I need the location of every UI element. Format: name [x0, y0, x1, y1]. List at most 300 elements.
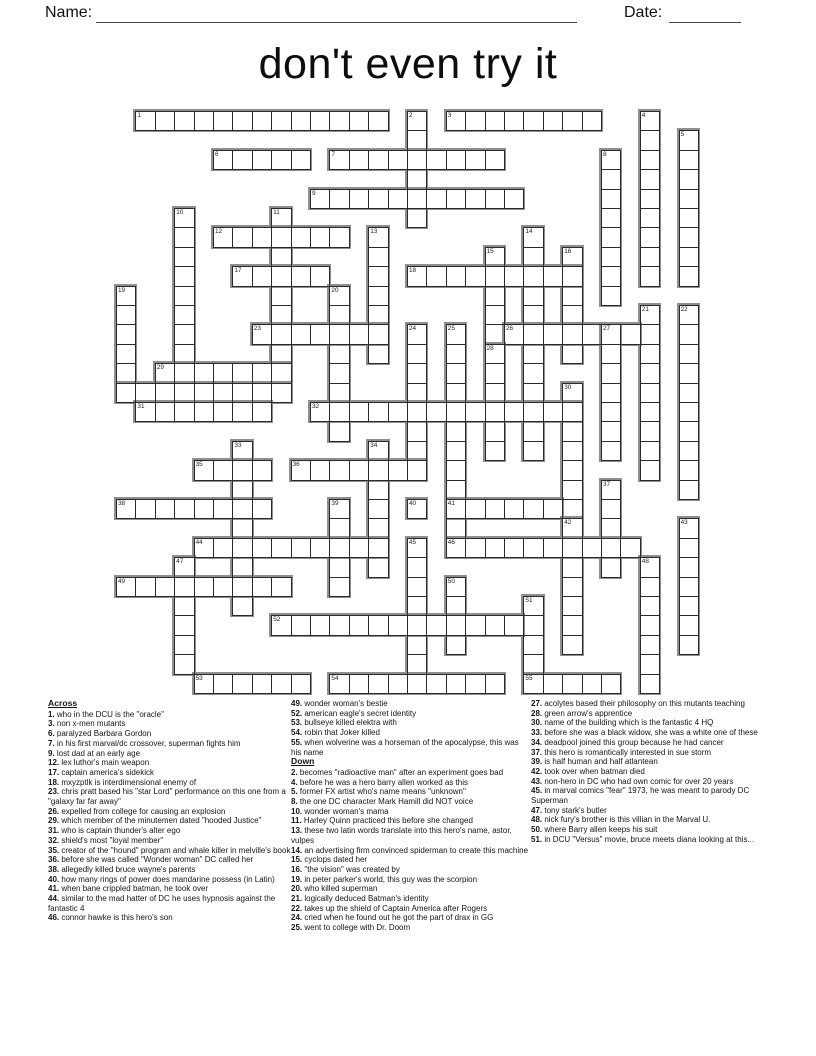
grid-cell[interactable]: [562, 460, 582, 480]
grid-cell[interactable]: [446, 421, 466, 441]
grid-cell[interactable]: [640, 324, 660, 344]
grid-cell[interactable]: [329, 577, 349, 597]
grid-cell[interactable]: [368, 538, 388, 558]
grid-cell[interactable]: [426, 150, 446, 170]
grid-cell[interactable]: [446, 460, 466, 480]
grid-cell[interactable]: [601, 324, 621, 344]
grid-cell[interactable]: [679, 615, 699, 635]
grid-cell[interactable]: [213, 538, 233, 558]
grid-cell[interactable]: [465, 615, 485, 635]
grid-cell[interactable]: [213, 227, 233, 247]
grid-cell[interactable]: [194, 111, 214, 131]
grid-cell[interactable]: [446, 266, 466, 286]
grid-cell[interactable]: [310, 189, 330, 209]
grid-cell[interactable]: [194, 363, 214, 383]
grid-cell[interactable]: [640, 460, 660, 480]
grid-cell[interactable]: [679, 208, 699, 228]
grid-cell[interactable]: [485, 363, 505, 383]
grid-cell[interactable]: [388, 674, 408, 694]
grid-cell[interactable]: [232, 227, 252, 247]
grid-cell[interactable]: [213, 111, 233, 131]
grid-cell[interactable]: [582, 674, 602, 694]
grid-cell[interactable]: [329, 460, 349, 480]
grid-cell[interactable]: [174, 227, 194, 247]
grid-cell[interactable]: [213, 499, 233, 519]
grid-cell[interactable]: [174, 402, 194, 422]
grid-cell[interactable]: [640, 383, 660, 403]
grid-cell[interactable]: [407, 557, 427, 577]
grid-cell[interactable]: [271, 363, 291, 383]
grid-cell[interactable]: [562, 344, 582, 364]
grid-cell[interactable]: [329, 227, 349, 247]
grid-cell[interactable]: [310, 227, 330, 247]
grid-cell[interactable]: [679, 247, 699, 267]
grid-cell[interactable]: [174, 266, 194, 286]
grid-cell[interactable]: [174, 344, 194, 364]
grid-cell[interactable]: [446, 344, 466, 364]
grid-cell[interactable]: [329, 615, 349, 635]
grid-cell[interactable]: [465, 499, 485, 519]
grid-cell[interactable]: [407, 635, 427, 655]
grid-cell[interactable]: [135, 383, 155, 403]
grid-cell[interactable]: [368, 480, 388, 500]
grid-cell[interactable]: [329, 344, 349, 364]
grid-cell[interactable]: [426, 674, 446, 694]
grid-cell[interactable]: [601, 189, 621, 209]
grid-cell[interactable]: [601, 208, 621, 228]
grid-cell[interactable]: [446, 615, 466, 635]
grid-cell[interactable]: [388, 460, 408, 480]
grid-cell[interactable]: [407, 615, 427, 635]
grid-cell[interactable]: [562, 480, 582, 500]
grid-cell[interactable]: [349, 189, 369, 209]
grid-cell[interactable]: [329, 402, 349, 422]
grid-cell[interactable]: [388, 150, 408, 170]
grid-cell[interactable]: [271, 324, 291, 344]
grid-cell[interactable]: [116, 577, 136, 597]
grid-cell[interactable]: [368, 227, 388, 247]
grid-cell[interactable]: [679, 169, 699, 189]
grid-cell[interactable]: [640, 577, 660, 597]
grid-cell[interactable]: [329, 557, 349, 577]
grid-cell[interactable]: [155, 383, 175, 403]
grid-cell[interactable]: [194, 674, 214, 694]
grid-cell[interactable]: [368, 460, 388, 480]
grid-cell[interactable]: [446, 635, 466, 655]
grid-cell[interactable]: [368, 499, 388, 519]
grid-cell[interactable]: [174, 111, 194, 131]
grid-cell[interactable]: [368, 266, 388, 286]
grid-cell[interactable]: [291, 674, 311, 694]
grid-cell[interactable]: [523, 421, 543, 441]
grid-cell[interactable]: [601, 150, 621, 170]
grid-cell[interactable]: [523, 247, 543, 267]
grid-cell[interactable]: [640, 150, 660, 170]
grid-cell[interactable]: [271, 247, 291, 267]
grid-cell[interactable]: [485, 189, 505, 209]
grid-cell[interactable]: [407, 363, 427, 383]
grid-cell[interactable]: [388, 402, 408, 422]
grid-cell[interactable]: [271, 227, 291, 247]
grid-cell[interactable]: [562, 305, 582, 325]
grid-cell[interactable]: [640, 169, 660, 189]
grid-cell[interactable]: [679, 402, 699, 422]
grid-cell[interactable]: [252, 460, 272, 480]
grid-cell[interactable]: [523, 344, 543, 364]
grid-cell[interactable]: [271, 674, 291, 694]
grid-cell[interactable]: [485, 247, 505, 267]
grid-cell[interactable]: [194, 402, 214, 422]
grid-cell[interactable]: [504, 324, 524, 344]
grid-cell[interactable]: [174, 499, 194, 519]
grid-cell[interactable]: [446, 383, 466, 403]
grid-cell[interactable]: [426, 615, 446, 635]
grid-cell[interactable]: [232, 383, 252, 403]
grid-cell[interactable]: [213, 402, 233, 422]
grid-cell[interactable]: [485, 324, 505, 344]
grid-cell[interactable]: [368, 344, 388, 364]
grid-cell[interactable]: [252, 150, 272, 170]
grid-cell[interactable]: [679, 383, 699, 403]
grid-cell[interactable]: [232, 480, 252, 500]
grid-cell[interactable]: [504, 189, 524, 209]
grid-cell[interactable]: [329, 189, 349, 209]
grid-cell[interactable]: [465, 189, 485, 209]
grid-cell[interactable]: [640, 130, 660, 150]
grid-cell[interactable]: [310, 460, 330, 480]
grid-cell[interactable]: [329, 538, 349, 558]
grid-cell[interactable]: [135, 111, 155, 131]
grid-cell[interactable]: [252, 227, 272, 247]
grid-cell[interactable]: [329, 363, 349, 383]
grid-cell[interactable]: [135, 577, 155, 597]
grid-cell[interactable]: [465, 111, 485, 131]
grid-cell[interactable]: [329, 674, 349, 694]
grid-cell[interactable]: [368, 150, 388, 170]
grid-cell[interactable]: [349, 615, 369, 635]
grid-cell[interactable]: [368, 189, 388, 209]
grid-cell[interactable]: [679, 480, 699, 500]
grid-cell[interactable]: [368, 674, 388, 694]
grid-cell[interactable]: [562, 557, 582, 577]
grid-cell[interactable]: [407, 208, 427, 228]
grid-cell[interactable]: [271, 344, 291, 364]
grid-cell[interactable]: [271, 266, 291, 286]
grid-cell[interactable]: [601, 480, 621, 500]
grid-cell[interactable]: [174, 324, 194, 344]
grid-cell[interactable]: [601, 344, 621, 364]
grid-cell[interactable]: [679, 324, 699, 344]
grid-cell[interactable]: [329, 286, 349, 306]
grid-cell[interactable]: [174, 577, 194, 597]
grid-cell[interactable]: [601, 227, 621, 247]
grid-cell[interactable]: [562, 247, 582, 267]
grid-cell[interactable]: [252, 674, 272, 694]
grid-cell[interactable]: [679, 130, 699, 150]
grid-cell[interactable]: [523, 635, 543, 655]
grid-cell[interactable]: [116, 363, 136, 383]
grid-cell[interactable]: [523, 615, 543, 635]
grid-cell[interactable]: [679, 421, 699, 441]
date-input-line[interactable]: [669, 4, 741, 23]
grid-cell[interactable]: [465, 402, 485, 422]
grid-cell[interactable]: [679, 363, 699, 383]
grid-cell[interactable]: [349, 538, 369, 558]
grid-cell[interactable]: [329, 518, 349, 538]
grid-cell[interactable]: [601, 286, 621, 306]
grid-cell[interactable]: [523, 538, 543, 558]
grid-cell[interactable]: [407, 150, 427, 170]
grid-cell[interactable]: [679, 518, 699, 538]
grid-cell[interactable]: [426, 402, 446, 422]
grid-cell[interactable]: [368, 247, 388, 267]
grid-cell[interactable]: [271, 111, 291, 131]
grid-cell[interactable]: [349, 150, 369, 170]
grid-cell[interactable]: [523, 324, 543, 344]
grid-cell[interactable]: [174, 208, 194, 228]
grid-cell[interactable]: [368, 518, 388, 538]
grid-cell[interactable]: [485, 441, 505, 461]
grid-cell[interactable]: [407, 596, 427, 616]
grid-cell[interactable]: [485, 499, 505, 519]
grid-cell[interactable]: [640, 654, 660, 674]
grid-cell[interactable]: [446, 150, 466, 170]
grid-cell[interactable]: [562, 383, 582, 403]
grid-cell[interactable]: [562, 538, 582, 558]
grid-cell[interactable]: [465, 538, 485, 558]
grid-cell[interactable]: [601, 499, 621, 519]
grid-cell[interactable]: [232, 577, 252, 597]
grid-cell[interactable]: [349, 674, 369, 694]
grid-cell[interactable]: [271, 150, 291, 170]
grid-cell[interactable]: [543, 499, 563, 519]
grid-cell[interactable]: [679, 344, 699, 364]
grid-cell[interactable]: [407, 383, 427, 403]
grid-cell[interactable]: [601, 674, 621, 694]
grid-cell[interactable]: [523, 383, 543, 403]
grid-cell[interactable]: [426, 189, 446, 209]
grid-cell[interactable]: [679, 189, 699, 209]
grid-cell[interactable]: [329, 499, 349, 519]
grid-cell[interactable]: [620, 538, 640, 558]
grid-cell[interactable]: [213, 383, 233, 403]
grid-cell[interactable]: [194, 383, 214, 403]
grid-cell[interactable]: [640, 615, 660, 635]
grid-cell[interactable]: [407, 189, 427, 209]
grid-cell[interactable]: [523, 499, 543, 519]
grid-cell[interactable]: [485, 402, 505, 422]
grid-cell[interactable]: [116, 286, 136, 306]
grid-cell[interactable]: [407, 266, 427, 286]
grid-cell[interactable]: [640, 674, 660, 694]
grid-cell[interactable]: [485, 111, 505, 131]
grid-cell[interactable]: [523, 305, 543, 325]
grid-cell[interactable]: [582, 538, 602, 558]
grid-cell[interactable]: [116, 499, 136, 519]
grid-cell[interactable]: [368, 324, 388, 344]
grid-cell[interactable]: [523, 441, 543, 461]
grid-cell[interactable]: [446, 518, 466, 538]
grid-cell[interactable]: [407, 169, 427, 189]
grid-cell[interactable]: [543, 674, 563, 694]
grid-cell[interactable]: [368, 441, 388, 461]
grid-cell[interactable]: [562, 441, 582, 461]
grid-cell[interactable]: [310, 266, 330, 286]
grid-cell[interactable]: [562, 674, 582, 694]
grid-cell[interactable]: [640, 227, 660, 247]
grid-cell[interactable]: [504, 499, 524, 519]
grid-cell[interactable]: [640, 635, 660, 655]
grid-cell[interactable]: [446, 402, 466, 422]
grid-cell[interactable]: [329, 324, 349, 344]
grid-cell[interactable]: [446, 596, 466, 616]
grid-cell[interactable]: [232, 111, 252, 131]
grid-cell[interactable]: [485, 421, 505, 441]
grid-cell[interactable]: [232, 557, 252, 577]
grid-cell[interactable]: [640, 363, 660, 383]
grid-cell[interactable]: [368, 286, 388, 306]
grid-cell[interactable]: [116, 383, 136, 403]
grid-cell[interactable]: [271, 538, 291, 558]
grid-cell[interactable]: [135, 499, 155, 519]
grid-cell[interactable]: [310, 324, 330, 344]
grid-cell[interactable]: [194, 577, 214, 597]
grid-cell[interactable]: [601, 383, 621, 403]
grid-cell[interactable]: [601, 557, 621, 577]
grid-cell[interactable]: [523, 596, 543, 616]
grid-cell[interactable]: [504, 111, 524, 131]
grid-cell[interactable]: [174, 635, 194, 655]
grid-cell[interactable]: [291, 227, 311, 247]
grid-cell[interactable]: [601, 247, 621, 267]
grid-cell[interactable]: [485, 674, 505, 694]
grid-cell[interactable]: [407, 402, 427, 422]
grid-cell[interactable]: [504, 538, 524, 558]
grid-cell[interactable]: [426, 266, 446, 286]
grid-cell[interactable]: [252, 363, 272, 383]
grid-cell[interactable]: [620, 324, 640, 344]
grid-cell[interactable]: [640, 111, 660, 131]
grid-cell[interactable]: [582, 111, 602, 131]
grid-cell[interactable]: [485, 538, 505, 558]
grid-cell[interactable]: [562, 577, 582, 597]
grid-cell[interactable]: [329, 383, 349, 403]
grid-cell[interactable]: [388, 615, 408, 635]
grid-cell[interactable]: [640, 208, 660, 228]
grid-cell[interactable]: [291, 266, 311, 286]
grid-cell[interactable]: [562, 615, 582, 635]
grid-cell[interactable]: [601, 402, 621, 422]
grid-cell[interactable]: [194, 499, 214, 519]
grid-cell[interactable]: [485, 266, 505, 286]
grid-cell[interactable]: [407, 577, 427, 597]
grid-cell[interactable]: [407, 538, 427, 558]
grid-cell[interactable]: [232, 538, 252, 558]
grid-cell[interactable]: [679, 441, 699, 461]
grid-cell[interactable]: [252, 538, 272, 558]
grid-cell[interactable]: [562, 111, 582, 131]
grid-cell[interactable]: [349, 460, 369, 480]
grid-cell[interactable]: [310, 111, 330, 131]
grid-cell[interactable]: [446, 363, 466, 383]
grid-cell[interactable]: [252, 324, 272, 344]
grid-cell[interactable]: [679, 460, 699, 480]
grid-cell[interactable]: [446, 499, 466, 519]
grid-cell[interactable]: [368, 402, 388, 422]
grid-cell[interactable]: [194, 538, 214, 558]
grid-cell[interactable]: [232, 499, 252, 519]
grid-cell[interactable]: [562, 286, 582, 306]
grid-cell[interactable]: [562, 596, 582, 616]
grid-cell[interactable]: [407, 674, 427, 694]
grid-cell[interactable]: [232, 402, 252, 422]
grid-cell[interactable]: [213, 460, 233, 480]
grid-cell[interactable]: [640, 247, 660, 267]
grid-cell[interactable]: [213, 150, 233, 170]
grid-cell[interactable]: [640, 557, 660, 577]
grid-cell[interactable]: [562, 518, 582, 538]
grid-cell[interactable]: [174, 247, 194, 267]
grid-cell[interactable]: [271, 286, 291, 306]
grid-cell[interactable]: [291, 460, 311, 480]
grid-cell[interactable]: [446, 324, 466, 344]
grid-cell[interactable]: [504, 615, 524, 635]
grid-cell[interactable]: [523, 363, 543, 383]
grid-cell[interactable]: [679, 150, 699, 170]
grid-cell[interactable]: [679, 227, 699, 247]
grid-cell[interactable]: [679, 577, 699, 597]
grid-cell[interactable]: [252, 383, 272, 403]
grid-cell[interactable]: [213, 577, 233, 597]
grid-cell[interactable]: [174, 305, 194, 325]
grid-cell[interactable]: [232, 266, 252, 286]
grid-cell[interactable]: [679, 635, 699, 655]
grid-cell[interactable]: [407, 344, 427, 364]
grid-cell[interactable]: [523, 654, 543, 674]
grid-cell[interactable]: [485, 305, 505, 325]
grid-cell[interactable]: [562, 266, 582, 286]
grid-cell[interactable]: [523, 111, 543, 131]
grid-cell[interactable]: [485, 383, 505, 403]
grid-cell[interactable]: [446, 441, 466, 461]
grid-cell[interactable]: [116, 305, 136, 325]
grid-cell[interactable]: [679, 266, 699, 286]
grid-cell[interactable]: [368, 111, 388, 131]
grid-cell[interactable]: [640, 266, 660, 286]
grid-cell[interactable]: [329, 111, 349, 131]
grid-cell[interactable]: [291, 615, 311, 635]
grid-cell[interactable]: [523, 402, 543, 422]
grid-cell[interactable]: [252, 402, 272, 422]
grid-cell[interactable]: [291, 111, 311, 131]
grid-cell[interactable]: [213, 674, 233, 694]
grid-cell[interactable]: [174, 596, 194, 616]
grid-cell[interactable]: [291, 324, 311, 344]
grid-cell[interactable]: [329, 421, 349, 441]
grid-cell[interactable]: [271, 208, 291, 228]
grid-cell[interactable]: [543, 538, 563, 558]
name-input-line[interactable]: [96, 4, 577, 23]
grid-cell[interactable]: [252, 499, 272, 519]
grid-cell[interactable]: [679, 557, 699, 577]
grid-cell[interactable]: [407, 499, 427, 519]
grid-cell[interactable]: [213, 363, 233, 383]
grid-cell[interactable]: [679, 305, 699, 325]
grid-cell[interactable]: [407, 441, 427, 461]
grid-cell[interactable]: [407, 421, 427, 441]
grid-cell[interactable]: [601, 421, 621, 441]
grid-cell[interactable]: [368, 305, 388, 325]
